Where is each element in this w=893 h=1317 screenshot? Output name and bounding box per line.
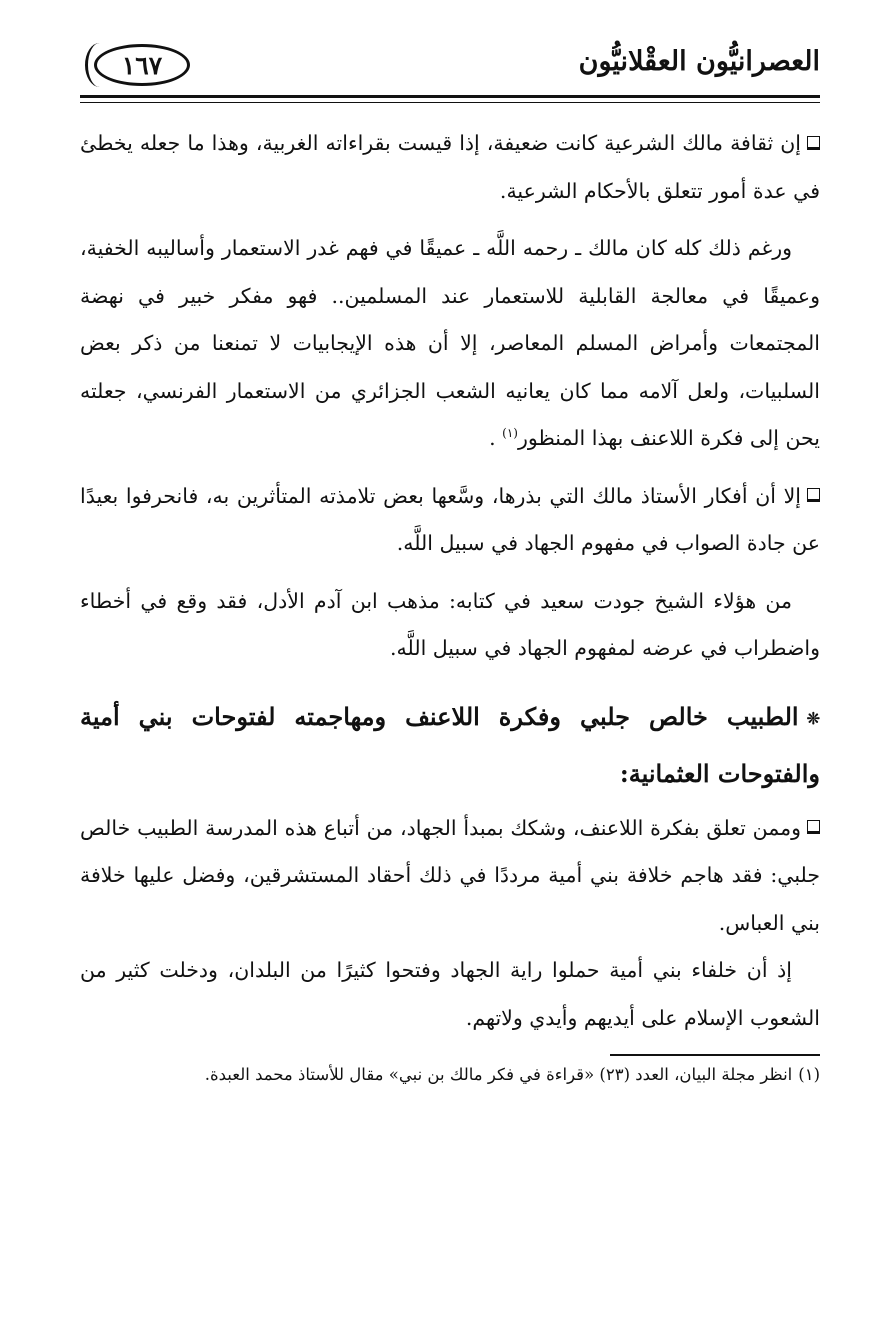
paragraph-5 xyxy=(80,805,820,948)
paragraph-2 xyxy=(80,225,820,463)
page-body xyxy=(80,120,820,1042)
paragraph-6 xyxy=(80,947,820,1042)
square-bullet-icon xyxy=(807,820,820,834)
asterism-icon: ❊ xyxy=(806,708,820,728)
footnote-separator xyxy=(610,1054,820,1056)
page-number: ١٦٧ xyxy=(94,44,190,86)
header-rule-thin xyxy=(80,102,820,103)
paragraph-1-text: إن ثقافة مالك الشرعية كانت ضعيفة، إذا قيست بقراءاته الغربية، وهذا ما جعله يخطئ في عدة أمور تتعلق بالأحكام الشرعية. xyxy=(80,131,820,203)
section-heading xyxy=(80,689,820,801)
paragraph-5-text: وممن تعلق بفكرة اللاعنف، وشكك بمبدأ الجهاد، من أتباع هذه المدرسة الطبيب خالص جلبي: فقد هاجم خلافة بني أمية مرددًا في ذلك أحقاد المستشرقين، وفضل عليها خلافة بني العباس. xyxy=(80,815,820,935)
square-bullet-icon xyxy=(807,488,820,502)
footnote-number: (١) xyxy=(798,1065,820,1084)
footnote-1 xyxy=(80,1060,820,1089)
paragraph-3 xyxy=(80,473,820,568)
header-rule xyxy=(80,95,820,98)
square-bullet-icon xyxy=(807,136,820,150)
book-page xyxy=(80,38,820,1089)
paragraph-2-end: . xyxy=(489,426,496,450)
page-header xyxy=(80,38,820,96)
paragraph-6-text: إذ أن خلفاء بني أمية حملوا راية الجهاد وفتحوا كثيرًا من البلدان، ودخلت كثير من الشعوب الإسلام على أيديهم وأيدي ولاتهم. xyxy=(80,958,820,1030)
footnotes xyxy=(80,1060,820,1089)
running-title: العصرانيُّون العقْلانيُّون xyxy=(578,46,820,77)
footnote-text: انظر مجلة البيان، العدد (٢٣) «قراءة في فكر مالك بن نبي» مقال للأستاذ محمد العبدة. xyxy=(204,1065,793,1084)
paragraph-2-text: ورغم ذلك كله كان مالك ـ رحمه اللَّه ـ عميقًا في فهم غدر الاستعمار وأساليبه الخفية، وعميقًا في معالجة القابلية للاستعمار عند المسلمين.. فهو مفكر خبير في نهضة المجتمعات وأمراض المسلم المعاصر، إلا أن هذه الإيجابيات لا تمنعنا من ذكر بعض السلبيات، ولعل آلامه مما كان يعانيه الشعب الجزائري من الاستعمار الفرنسي، جعلته يحن إلى فكرة اللاعنف بهذا المنظور xyxy=(80,236,820,450)
section-heading-text: الطبيب خالص جلبي وفكرة اللاعنف ومهاجمته لفتوحات بني أمية والفتوحات العثمانية: xyxy=(80,701,820,788)
footnote-reference[interactable]: (١) xyxy=(502,426,518,441)
paragraph-1 xyxy=(80,120,820,215)
paragraph-4-text: من هؤلاء الشيخ جودت سعيد في كتابه: مذهب ابن آدم الأدل، فقد وقع في أخطاء واضطراب في عرضه لمفهوم الجهاد في سبيل اللَّه. xyxy=(80,588,820,660)
paragraph-4 xyxy=(80,578,820,673)
paragraph-3-text: إلا أن أفكار الأستاذ مالك التي بذرها، وسَّعها بعض تلامذته المتأثرين به، فانحرفوا بعيدًا عن جادة الصواب في مفهوم الجهاد في سبيل اللَّه. xyxy=(80,483,820,555)
